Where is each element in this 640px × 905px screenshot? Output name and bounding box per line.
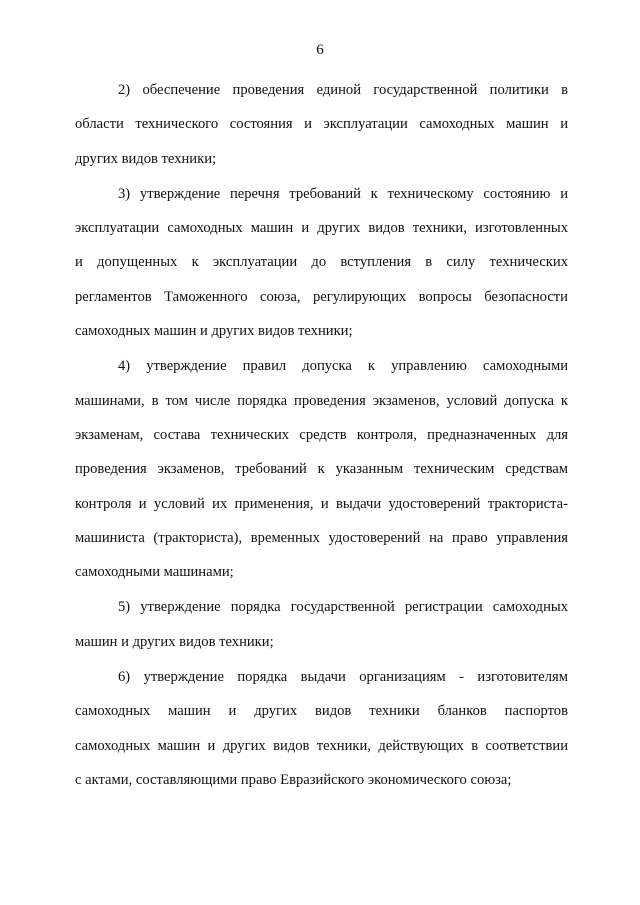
paragraph-line: 3) утверждение перечня требований к техническому состоянию и [118, 185, 568, 202]
paragraph-line: эксплуатации самоходных машин и других видов техники, изготовленных [75, 220, 568, 237]
page-number: 6 [316, 42, 324, 58]
paragraph-line: 5) утверждение порядка государственной регистрации самоходных [118, 599, 568, 616]
paragraph-line: и допущенных к эксплуатации до вступления в силу технических [75, 254, 568, 271]
paragraph-item-5 [75, 590, 568, 659]
paragraph-line: машинами, в том числе порядка проведения экзаменов, условий допуска к [75, 392, 568, 409]
paragraph-item-4 [75, 349, 568, 589]
paragraph-line: 4) утверждение правил допуска к управлению самоходными [118, 358, 568, 375]
paragraph-line: машин и других видов техники; [75, 633, 274, 650]
paragraph-line: с актами, составляющими право Евразийского экономического союза; [75, 771, 512, 788]
paragraph-line: самоходных машин и других видов техники бланков паспортов [75, 703, 568, 720]
paragraph-item-3 [75, 177, 568, 348]
paragraph-line: машиниста (тракториста), временных удостоверений на право управления [75, 529, 568, 546]
document-body [75, 73, 568, 798]
paragraph-item-6 [75, 660, 568, 797]
paragraph-item-2 [75, 73, 568, 176]
paragraph-line: проведения экзаменов, требований к указанным техническим средствам [75, 461, 568, 478]
paragraph-line: самоходных машин и других видов техники; [75, 323, 353, 340]
paragraph-line: самоходными машинами; [75, 564, 234, 581]
paragraph-line: 2) обеспечение проведения единой государственной политики в [118, 82, 568, 98]
paragraph-line: области технического состояния и эксплуатации самоходных машин и [75, 116, 568, 133]
paragraph-line: 6) утверждение порядка выдачи организациям - изготовителям [118, 669, 568, 686]
paragraph-line: регламентов Таможенного союза, регулирующих вопросы безопасности [75, 288, 568, 305]
paragraph-line: контроля и условий их применения, и выдачи удостоверений тракториста- [75, 495, 568, 512]
paragraph-line: экзаменам, состава технических средств контроля, предназначенных для [75, 426, 568, 443]
paragraph-line: других видов техники; [75, 150, 217, 167]
paragraph-line: самоходных машин и других видов техники, действующих в соответствии [75, 737, 568, 754]
